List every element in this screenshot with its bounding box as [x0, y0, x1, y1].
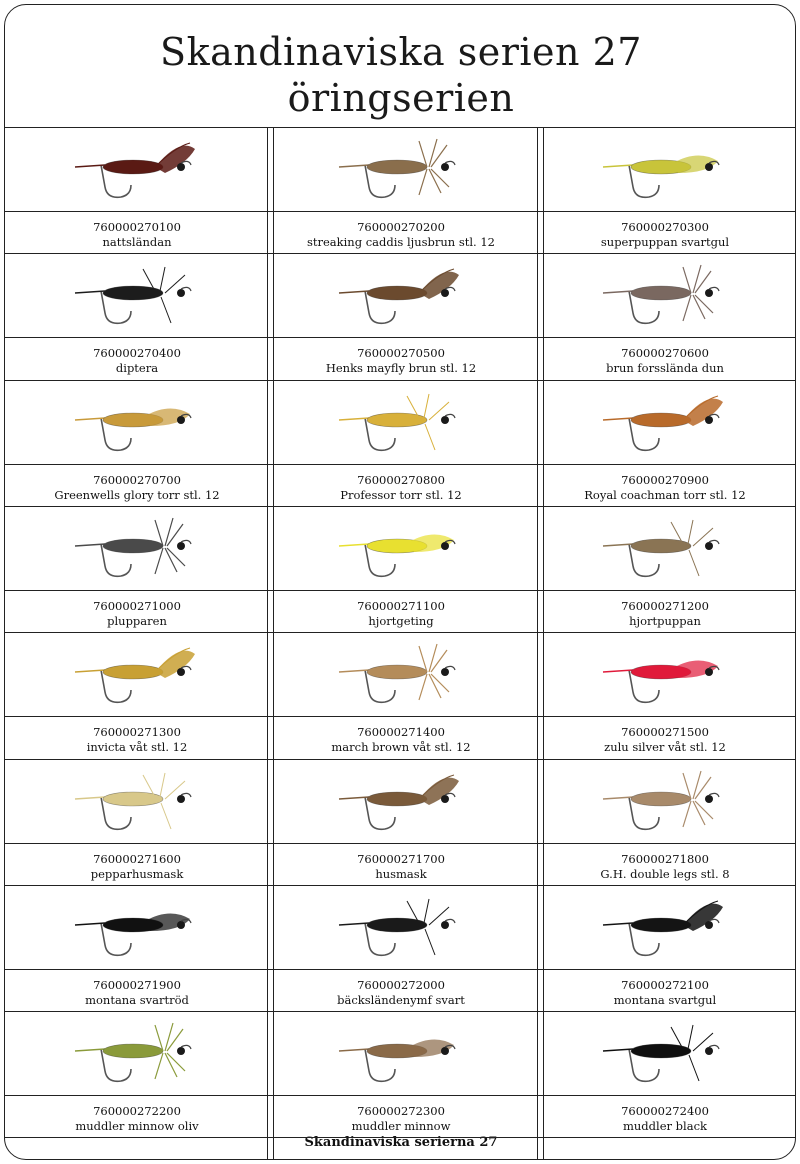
fly-image — [5, 632, 269, 716]
fly-cell — [533, 380, 796, 506]
fly-image — [533, 1011, 796, 1095]
fly-image — [269, 380, 533, 464]
row-divider — [5, 1011, 796, 1012]
article-number: 760000272200 — [93, 1104, 181, 1119]
fly-image — [5, 253, 269, 337]
fly-cell — [269, 127, 533, 253]
article-number: 760000272300 — [357, 1104, 445, 1119]
article-number: 760000271800 — [621, 851, 709, 866]
image-caption-divider — [5, 211, 796, 212]
fly-name: zulu silver våt stl. 12 — [604, 740, 726, 755]
fly-image — [269, 885, 533, 969]
row-divider — [5, 885, 796, 886]
fly-cell — [5, 632, 269, 758]
fly-cell — [269, 253, 533, 379]
fly-cell — [269, 759, 533, 885]
fly-name: nattsländan — [102, 235, 172, 249]
fly-image — [533, 632, 796, 716]
fly-cell — [533, 1011, 796, 1137]
fly-cell — [533, 759, 796, 885]
fly-image — [533, 759, 796, 843]
column-divider — [543, 127, 544, 1160]
column-divider — [267, 127, 268, 1160]
fly-cell — [533, 127, 796, 253]
article-number: 760000270400 — [93, 346, 181, 361]
fly-name: montana svartgul — [613, 992, 717, 1007]
fly-cell — [5, 759, 269, 885]
article-number: 760000270600 — [621, 346, 709, 361]
fly-image — [269, 632, 533, 716]
fly-name: Greenwells glory torr stl. 12 — [54, 487, 220, 502]
fly-name: muddler black — [623, 1119, 707, 1134]
article-number: 760000270800 — [357, 472, 445, 487]
fly-name: husmask — [375, 866, 427, 881]
fly-image — [269, 1011, 533, 1095]
column-divider — [537, 127, 538, 1160]
image-caption-divider — [5, 716, 796, 717]
article-number: 760000270200 — [357, 220, 445, 234]
fly-cell — [5, 380, 269, 506]
fly-name: plupparen — [107, 613, 167, 628]
fly-image — [269, 759, 533, 843]
fly-cell — [533, 253, 796, 379]
row-divider — [5, 506, 796, 507]
fly-image — [533, 127, 796, 211]
image-caption-divider — [5, 1095, 796, 1096]
fly-cell — [5, 885, 269, 1011]
fly-name: diptera — [115, 361, 159, 376]
article-number: 760000270300 — [621, 220, 709, 234]
footer-label: Skandinaviska serierna 27 — [304, 1135, 498, 1150]
fly-name: hjortpuppan — [629, 613, 701, 628]
fly-image — [533, 253, 796, 337]
fly-name: bäcksländenymf svart — [337, 992, 465, 1007]
fly-name: Henks mayfly brun stl. 12 — [325, 361, 477, 376]
row-divider — [5, 380, 796, 381]
fly-name: G.H. double legs stl. 8 — [600, 866, 730, 881]
row-divider — [5, 632, 796, 633]
article-number: 760000271000 — [93, 598, 181, 613]
row-divider — [5, 253, 796, 254]
article-number: 760000270900 — [621, 472, 709, 487]
image-caption-divider — [5, 843, 796, 844]
image-caption-divider — [5, 337, 796, 338]
page-title — [5, 29, 796, 121]
fly-image — [5, 1011, 269, 1095]
fly-cell — [5, 506, 269, 632]
fly-image — [269, 127, 533, 211]
article-number: 760000272100 — [621, 977, 709, 992]
fly-name: invicta våt stl. 12 — [86, 740, 188, 755]
fly-name: muddler minnow — [351, 1119, 451, 1134]
fly-image — [5, 506, 269, 590]
article-number: 760000270700 — [93, 472, 181, 487]
image-caption-divider — [5, 464, 796, 465]
article-number: 760000271700 — [357, 851, 445, 866]
fly-image — [533, 885, 796, 969]
image-caption-divider — [5, 590, 796, 591]
fly-image — [269, 253, 533, 337]
column-divider — [273, 127, 274, 1160]
fly-image — [5, 127, 269, 211]
footer-divider — [5, 1137, 796, 1138]
image-caption-divider — [5, 969, 796, 970]
fly-name: march brown våt stl. 12 — [331, 740, 471, 755]
article-number: 760000272000 — [357, 977, 445, 992]
fly-name: streaking caddis ljusbrun stl. 12 — [306, 235, 496, 249]
title-line-2: öringserien — [287, 76, 515, 120]
catalog-card — [4, 4, 796, 1160]
fly-name: hjortgeting — [368, 613, 434, 628]
fly-cell — [269, 632, 533, 758]
fly-name: brun forssländа dun — [606, 361, 724, 376]
row-divider — [5, 759, 796, 760]
article-number: 760000271900 — [93, 977, 181, 992]
fly-image — [5, 380, 269, 464]
fly-cell — [269, 506, 533, 632]
fly-cell — [533, 632, 796, 758]
row-divider — [5, 127, 796, 128]
fly-cell — [269, 380, 533, 506]
fly-image — [269, 506, 533, 590]
fly-name: montana svartröd — [85, 992, 189, 1007]
article-number: 760000271500 — [621, 725, 709, 740]
article-number: 760000270100 — [93, 220, 181, 234]
fly-name: muddler minnow oliv — [75, 1119, 199, 1134]
fly-name: superpuppan svartgul — [600, 235, 730, 249]
fly-name: pepparhusmask — [90, 866, 184, 881]
fly-cell — [533, 885, 796, 1011]
fly-name: Royal coachman torr stl. 12 — [584, 487, 746, 502]
fly-image — [5, 885, 269, 969]
fly-name: Professor torr stl. 12 — [340, 487, 462, 502]
fly-cell — [269, 1011, 533, 1137]
article-number: 760000272400 — [621, 1104, 709, 1119]
fly-cell — [533, 506, 796, 632]
fly-cell — [5, 127, 269, 253]
article-number: 760000271100 — [357, 598, 445, 613]
fly-cell — [5, 1011, 269, 1137]
fly-image — [5, 759, 269, 843]
article-number: 760000271200 — [621, 598, 709, 613]
fly-image — [533, 380, 796, 464]
title-line-1: Skandinaviska serien 27 — [160, 30, 642, 74]
fly-image — [533, 506, 796, 590]
article-number: 760000270500 — [357, 346, 445, 361]
fly-cell — [5, 253, 269, 379]
fly-cell — [269, 885, 533, 1011]
article-number: 760000271600 — [93, 851, 181, 866]
article-number: 760000271300 — [93, 725, 181, 740]
article-number: 760000271400 — [357, 725, 445, 740]
